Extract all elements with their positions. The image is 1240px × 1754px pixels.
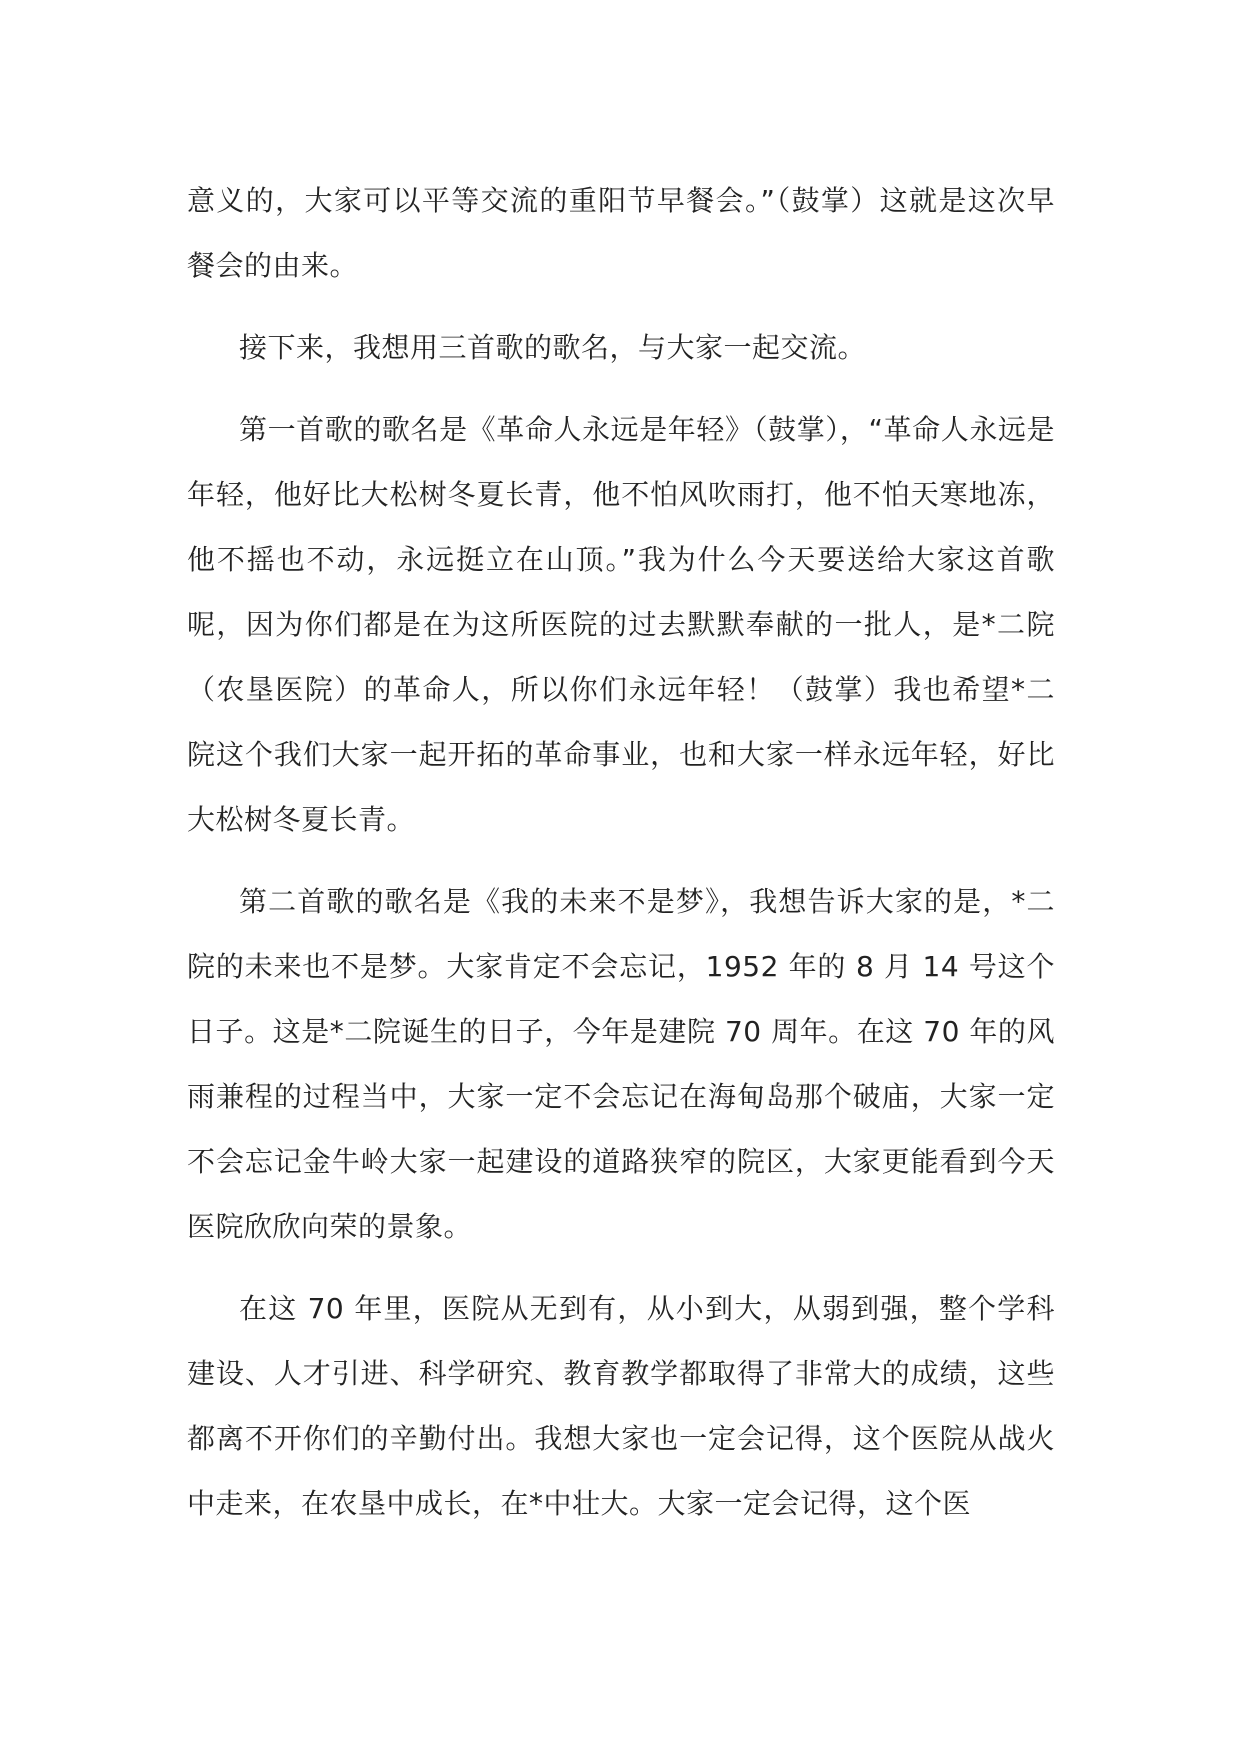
paragraph-continuation: 意义的，大家可以平等交流的重阳节早餐会。”（鼓掌）这就是这次早餐会的由来。: [187, 184, 1055, 282]
paragraph-seventy-years: 在这 70 年里，医院从无到有，从小到大，从弱到强，整个学科建设、人才引进、科学研究、教育教学都取得了非常大的成绩，这些都离不开你们的辛勤付出。我想大家也一定会记得，这个医院从战火中走来，在农垦中成长，在*中壮大。大家一定会记得，这个医: [187, 1292, 1055, 1520]
document-body: [187, 168, 1055, 1553]
paragraph-second-song: 第二首歌的歌名是《我的未来不是梦》，我想告诉大家的是，*二院的未来也不是梦。大家肯定不会忘记，1952 年的 8 月 14 号这个日子。这是*二院诞生的日子，今年是建院 70 周年。在这 70 年的风雨兼程的过程当中，大家一定不会忘记在海甸岛那个破庙，大家一定不会忘记金牛岭大家一起建设的道路狭窄的院区，大家更能看到今天医院欣欣向荣的景象。: [187, 885, 1055, 1243]
paragraph-intro-songs: 接下来，我想用三首歌的歌名，与大家一起交流。: [239, 331, 867, 364]
paragraph-first-song: 第一首歌的歌名是《革命人永远是年轻》（鼓掌），“革命人永远是年轻，他好比大松树冬夏长青，他不怕风吹雨打，他不怕天寒地冻，他不摇也不动，永远挺立在山顶。”我为什么今天要送给大家这首歌呢，因为你们都是在为这所医院的过去默默奉献的一批人，是*二院（农垦医院）的革命人，所以你们永远年轻！（鼓掌）我也希望*二院这个我们大家一起开拓的革命事业，也和大家一样永远年轻，好比大松树冬夏长青。: [187, 413, 1055, 836]
